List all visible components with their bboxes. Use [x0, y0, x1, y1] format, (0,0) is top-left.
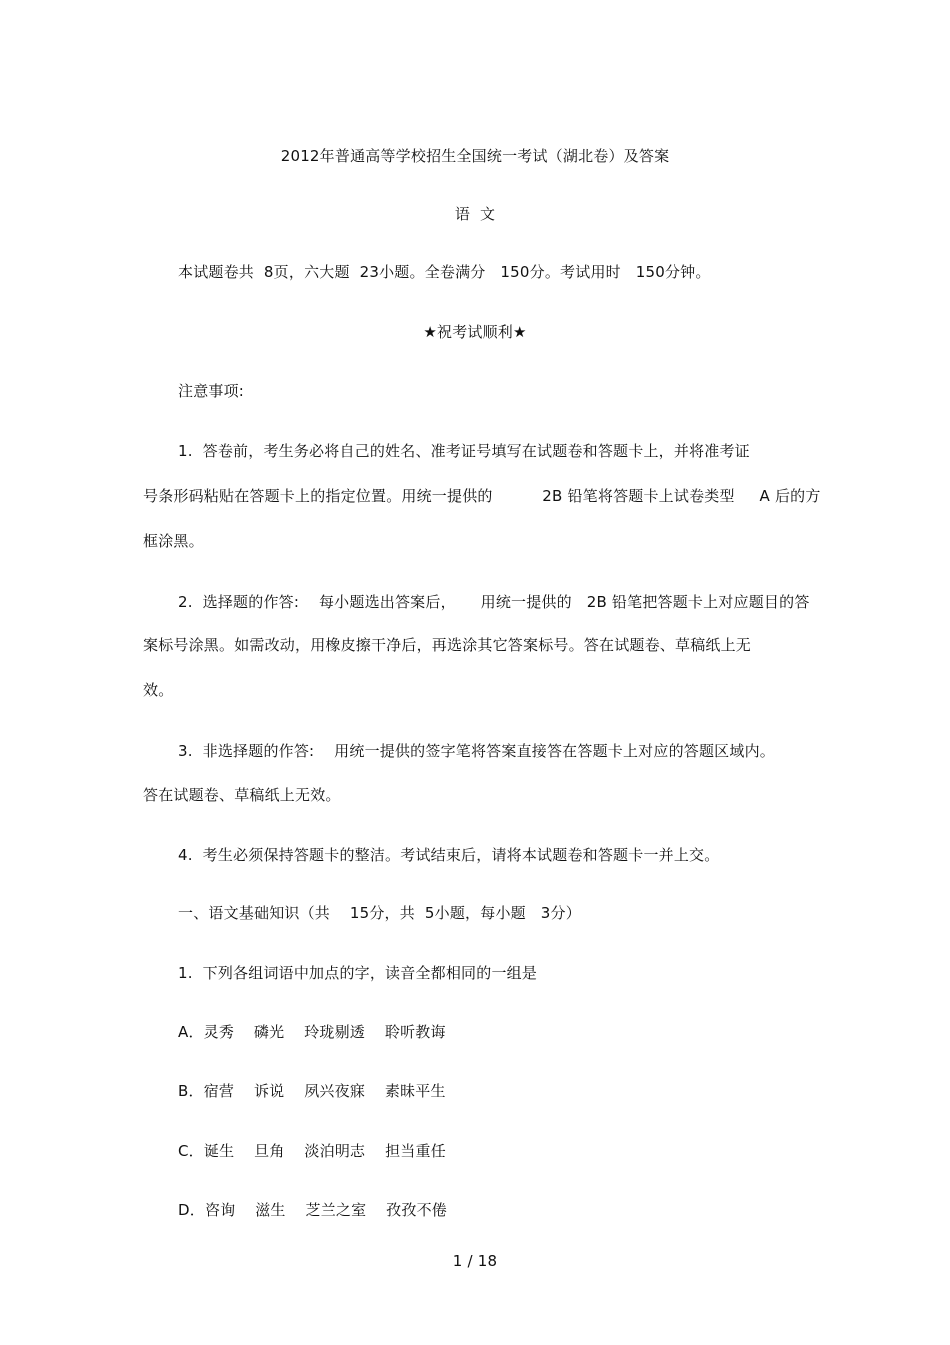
- option-d: D．咨询 滋生 芝兰之室 孜孜不倦: [178, 1201, 447, 1219]
- page-number: 1 / 18: [452, 1252, 498, 1270]
- notice-1-line-1: 1. 答卷前，考生务必将自己的姓名、准考证号填写在试题卷和答题卡上，并将准考证: [178, 442, 750, 460]
- question-1: 1. 下列各组词语中加点的字，读音全都相同的一组是: [178, 964, 538, 982]
- notice-2-line-2: 案标号涂黑。如需改动，用橡皮擦干净后，再选涂其它答案标号。答在试题卷、草稿纸上无: [143, 636, 752, 654]
- exam-intro: 本试题卷共 8页，六大题 23小题。全卷满分 150分。考试用时 150分钟。: [178, 263, 711, 281]
- notice-3-line-1: 3. 非选择题的作答: 用统一提供的签字笔将答案直接答在答题卡上对应的答题区域内。: [178, 742, 775, 760]
- document-title: 2012年普通高等学校招生全国统一考试（湖北卷）及答案: [280, 147, 670, 165]
- section-heading: 一、语文基础知识（共 15分，共 5小题，每小题 3分）: [178, 904, 581, 922]
- option-a: A．灵秀 磷光 玲珑剔透 聆听教诲: [178, 1023, 446, 1041]
- notice-2-line-1: 2. 选择题的作答: 每小题选出答案后， 用统一提供的 2B 铅笔把答题卡上对应题目的答: [178, 593, 810, 611]
- notice-4-line-1: 4. 考生必须保持答题卡的整洁。考试结束后，请将本试题卷和答题卡一并上交。: [178, 846, 720, 864]
- subject-title: 语 文: [454, 205, 496, 223]
- notice-1-line-2: 号条形码粘贴在答题卡上的指定位置。用统一提供的 2B 铅笔将答题卡上试卷类型 A 后的方: [143, 487, 821, 505]
- option-b: B．宿营 诉说 夙兴夜寐 素昧平生: [178, 1082, 446, 1100]
- notice-1-line-3: 框涂黑。: [143, 532, 204, 550]
- wish-line: ★祝考试顺利★: [423, 323, 527, 341]
- notice-3-line-2: 答在试题卷、草稿纸上无效。: [143, 786, 341, 804]
- notice-2-line-3: 效。: [143, 681, 174, 699]
- option-c: C．诞生 旦角 淡泊明志 担当重任: [178, 1142, 446, 1160]
- notice-heading: 注意事项:: [178, 382, 245, 400]
